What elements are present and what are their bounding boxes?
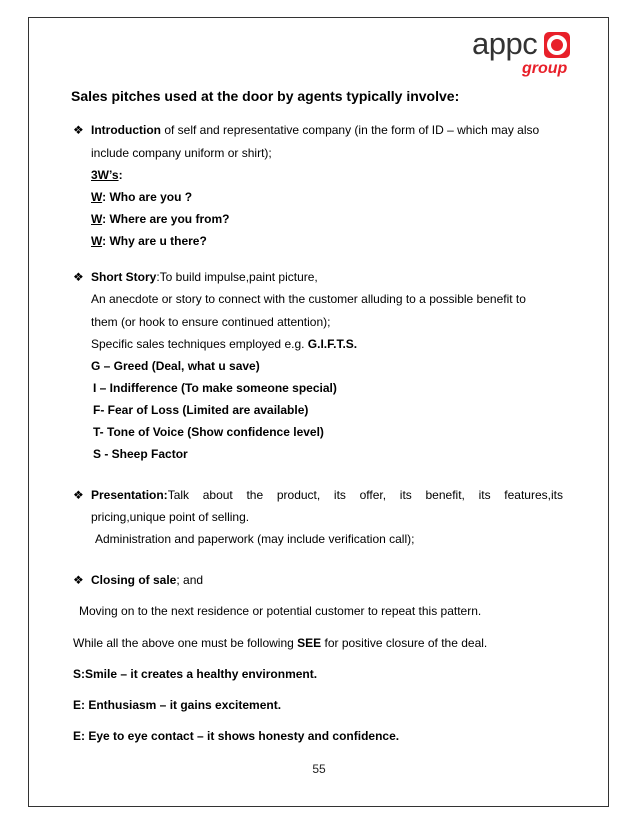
gifts-s: S - Sheep Factor (93, 447, 188, 461)
logo-word: appc (472, 26, 538, 61)
gifts-t: T- Tone of Voice (Show confidence level) (93, 425, 324, 439)
w-why: W: Why are u there? (91, 234, 207, 248)
intro-label: Introduction (91, 123, 161, 137)
story-line-2: An anecdote or story to connect with the customer alluding to a possible benefit to (91, 292, 526, 306)
diamond-bullet-icon: ❖ (73, 573, 84, 587)
see-enthusiasm: E: Enthusiasm – it gains excitement. (73, 698, 282, 712)
see-smile: S:Smile – it creates a healthy environment. (73, 667, 318, 681)
intro-text-1: of self and representative company (in the form of ID – which may also (160, 123, 540, 137)
w-where: W: Where are you from? (91, 212, 230, 226)
story-label: Short Story (91, 270, 157, 284)
moving-on-line: Moving on to the next residence or potential customer to repeat this pattern. (79, 604, 482, 618)
closing-line: ❖ Closing of sale; and (73, 573, 204, 587)
story-line-3: them (or hook to ensure continued attention); (91, 315, 331, 329)
diamond-bullet-icon: ❖ (73, 270, 84, 284)
gifts-f: F- Fear of Loss (Limited are available) (93, 403, 309, 417)
intro-line-1 (73, 123, 539, 137)
story-line-1: ❖ Short Story:To build impulse,paint picture, (73, 270, 318, 284)
see-intro-line: While all the above one must be following SEE for positive closure of the deal. (73, 636, 488, 650)
diamond-bullet-icon: ❖ (73, 123, 84, 137)
gifts-g: G – Greed (Deal, what u save) (91, 359, 260, 373)
diamond-bullet-icon: ❖ (73, 488, 84, 502)
page-heading: Sales pitches used at the door by agents typically involve: (71, 88, 460, 104)
threew-heading: 3W’s: (91, 168, 123, 182)
presentation-line-3: Administration and paperwork (may include verification call); (95, 532, 415, 546)
presentation-line-1: ❖ Presentation:Talk about the product, its offer, its benefit, its features,its (73, 488, 563, 502)
presentation-label: Presentation: (91, 488, 168, 502)
closing-label: Closing of sale (91, 573, 177, 587)
logo-o-mark (544, 32, 570, 58)
intro-line-2: include company uniform or shirt); (91, 146, 272, 160)
page-number: 55 (312, 762, 326, 776)
gifts-i: I – Indifference (To make someone special) (93, 381, 337, 395)
presentation-line-2: pricing,unique point of selling. (91, 510, 250, 524)
w-who: W: Who are you ? (91, 190, 193, 204)
see-eye-contact: E: Eye to eye contact – it shows honesty and confidence. (73, 729, 400, 743)
appco-logo (472, 28, 572, 90)
story-line-4: Specific sales techniques employed e.g. G.I.F.T.S. (91, 337, 358, 351)
logo-group-text: group (522, 60, 568, 77)
